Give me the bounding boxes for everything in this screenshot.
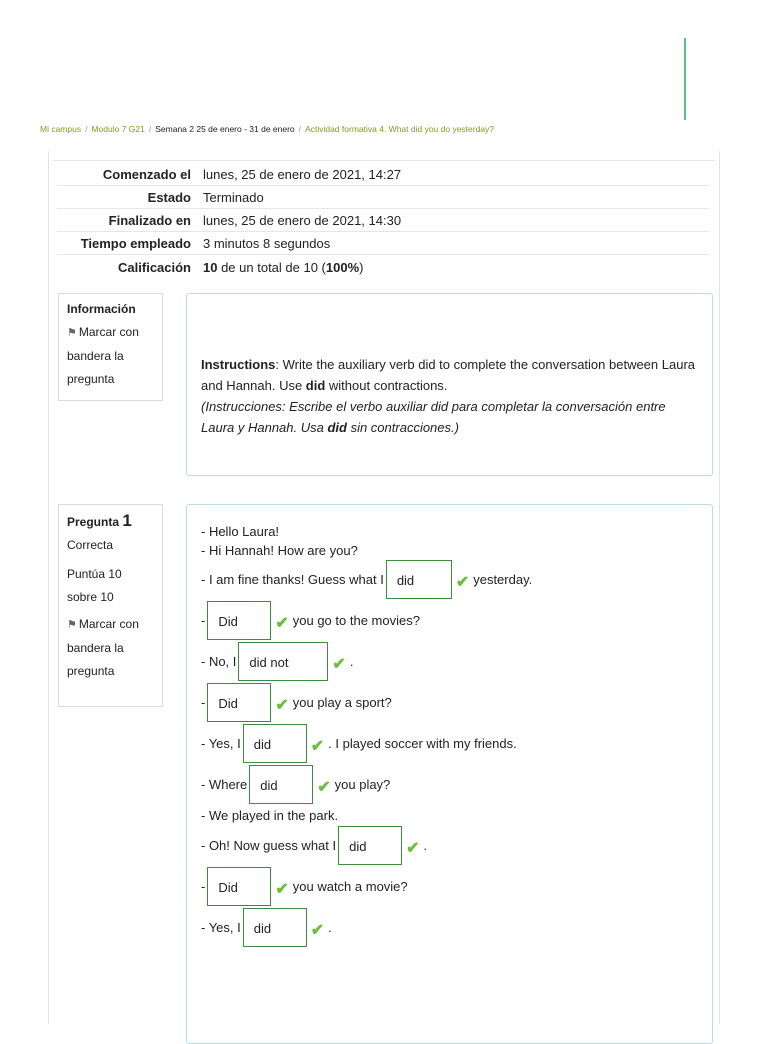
dialogue-line [201,600,420,641]
grade-end: ) [359,259,364,275]
dialogue-line: - Hi Hannah! How are you? [201,542,358,558]
answer-field[interactable]: did [243,908,307,947]
grade-score: 10 [203,259,218,275]
line-text: - [201,695,206,710]
line-text: you watch a movie? [292,879,408,894]
line-text: - Where [201,777,248,792]
question-sidebar [58,504,163,707]
instructions-es [201,396,696,438]
dialogue-line [201,682,392,723]
answer-field[interactable]: did [249,765,313,804]
quiz-review-region [48,151,720,1024]
flag-question-label: Marcar con bandera la pregunta [67,617,139,678]
question-content-panel [186,504,713,1044]
flag-icon: ⚑ [67,619,77,631]
breadcrumb-separator: / [298,124,302,134]
grade-label: Calificación [118,259,191,275]
line-text: yesterday. [473,572,533,587]
line-text: - Yes, I [201,920,241,935]
check-icon: ✔ [275,880,289,898]
breadcrumb-mi-campus[interactable]: Mi campus [40,124,82,134]
answer-field[interactable]: did [243,724,307,763]
breadcrumb-modulo[interactable]: Modulo 7 G21 [91,124,145,134]
instructions-text [201,354,696,438]
instructions-part: : Write the auxiliary verb did to complete the conversation between Laura and Hannah. Use [201,357,696,393]
answer-field[interactable]: did not [238,642,328,681]
grade-middle: de un total de 10 ( [217,259,326,275]
flag-question-link[interactable] [67,613,154,683]
dialogue-line [201,907,332,948]
dialogue-line: - We played in the park. [201,807,339,823]
answer-field[interactable]: did [338,826,402,865]
info-content-panel [186,293,713,476]
answer-field[interactable]: Did [207,867,271,906]
summary-value: 3 minutos 8 segundos [197,232,709,255]
question-number: 1 [122,511,132,530]
flag-question-label: Marcar con bandera la pregunta [67,325,139,386]
summary-label: Comenzado el [57,163,197,186]
instructions-es-part: (Instrucciones: Escribe el verbo auxiliar did para completar la conversación entre Laura y Hannah. Usa [201,399,666,435]
breadcrumb [40,124,494,134]
grade-value [197,255,709,280]
instructions-part: without contractions. [325,378,448,393]
question-label: Pregunta [67,515,120,529]
line-text: - [201,879,206,894]
flag-icon: ⚑ [67,327,77,339]
dialogue-line [201,764,390,805]
dialogue-line [201,866,408,907]
breadcrumb-separator: / [148,124,152,134]
divider [53,160,715,161]
dialogue-line [201,723,517,764]
line-text: you play? [334,777,391,792]
instructions-lead: Instructions [201,357,276,372]
instructions-bold: did [305,378,326,393]
check-icon: ✔ [317,778,331,796]
table-row [57,209,709,232]
dialogue-line [201,641,353,682]
check-icon: ✔ [406,839,420,857]
line-text: you play a sport? [292,695,392,710]
line-text: - Oh! Now guess what I [201,838,337,853]
breadcrumb-semana[interactable]: Semana 2 25 de enero - 31 de enero [155,124,295,134]
summary-label: Estado [57,186,197,209]
answer-field[interactable]: Did [207,601,271,640]
dialogue-line [201,825,427,866]
check-icon: ✔ [455,573,470,591]
line-text: - I am fine thanks! Guess what I [201,572,384,587]
instructions-es-part: sin contracciones.) [346,420,459,435]
table-row [57,163,709,186]
header-divider [684,38,686,120]
check-icon: ✔ [310,921,325,939]
attempt-summary-table [57,163,709,279]
line-text: . [349,654,354,669]
dialogue-line: - Hello Laura! [201,523,280,539]
line-text: . [328,920,332,935]
summary-value: lunes, 25 de enero de 2021, 14:30 [197,209,709,232]
check-icon: ✔ [275,696,289,714]
breadcrumb-actividad[interactable]: Actividad formativa 4. What did you do yesterday? [305,124,495,134]
instructions-es-bold: did [327,420,347,435]
breadcrumb-separator: / [85,124,88,134]
instructions-en [201,354,696,396]
question-status: Correcta [67,538,114,552]
summary-value: Terminado [197,186,709,209]
summary-label: Finalizado en [57,209,197,232]
check-icon: ✔ [310,737,325,755]
dialogue-line [201,559,532,600]
grade-percent: 100% [325,259,360,275]
check-icon: ✔ [332,655,346,673]
line-text: you go to the movies? [292,613,420,628]
table-row [57,255,709,280]
flag-question-link[interactable] [67,321,154,391]
table-row [57,186,709,209]
question-score: Puntúa 10 sobre 10 [67,567,122,604]
line-text: - [201,613,206,628]
info-sidebar [58,293,163,401]
answer-field[interactable]: did [386,560,452,599]
line-text: . [423,838,428,853]
check-icon: ✔ [275,614,289,632]
answer-field[interactable]: Did [207,683,271,722]
info-title: Información [67,302,136,316]
line-text: . I played soccer with my friends. [328,736,517,751]
line-text: - No, I [201,654,237,669]
question-title [67,509,154,534]
summary-value: lunes, 25 de enero de 2021, 14:27 [197,163,709,186]
summary-label: Tiempo empleado [57,232,197,255]
line-text: - Yes, I [201,736,241,751]
table-row [57,232,709,255]
